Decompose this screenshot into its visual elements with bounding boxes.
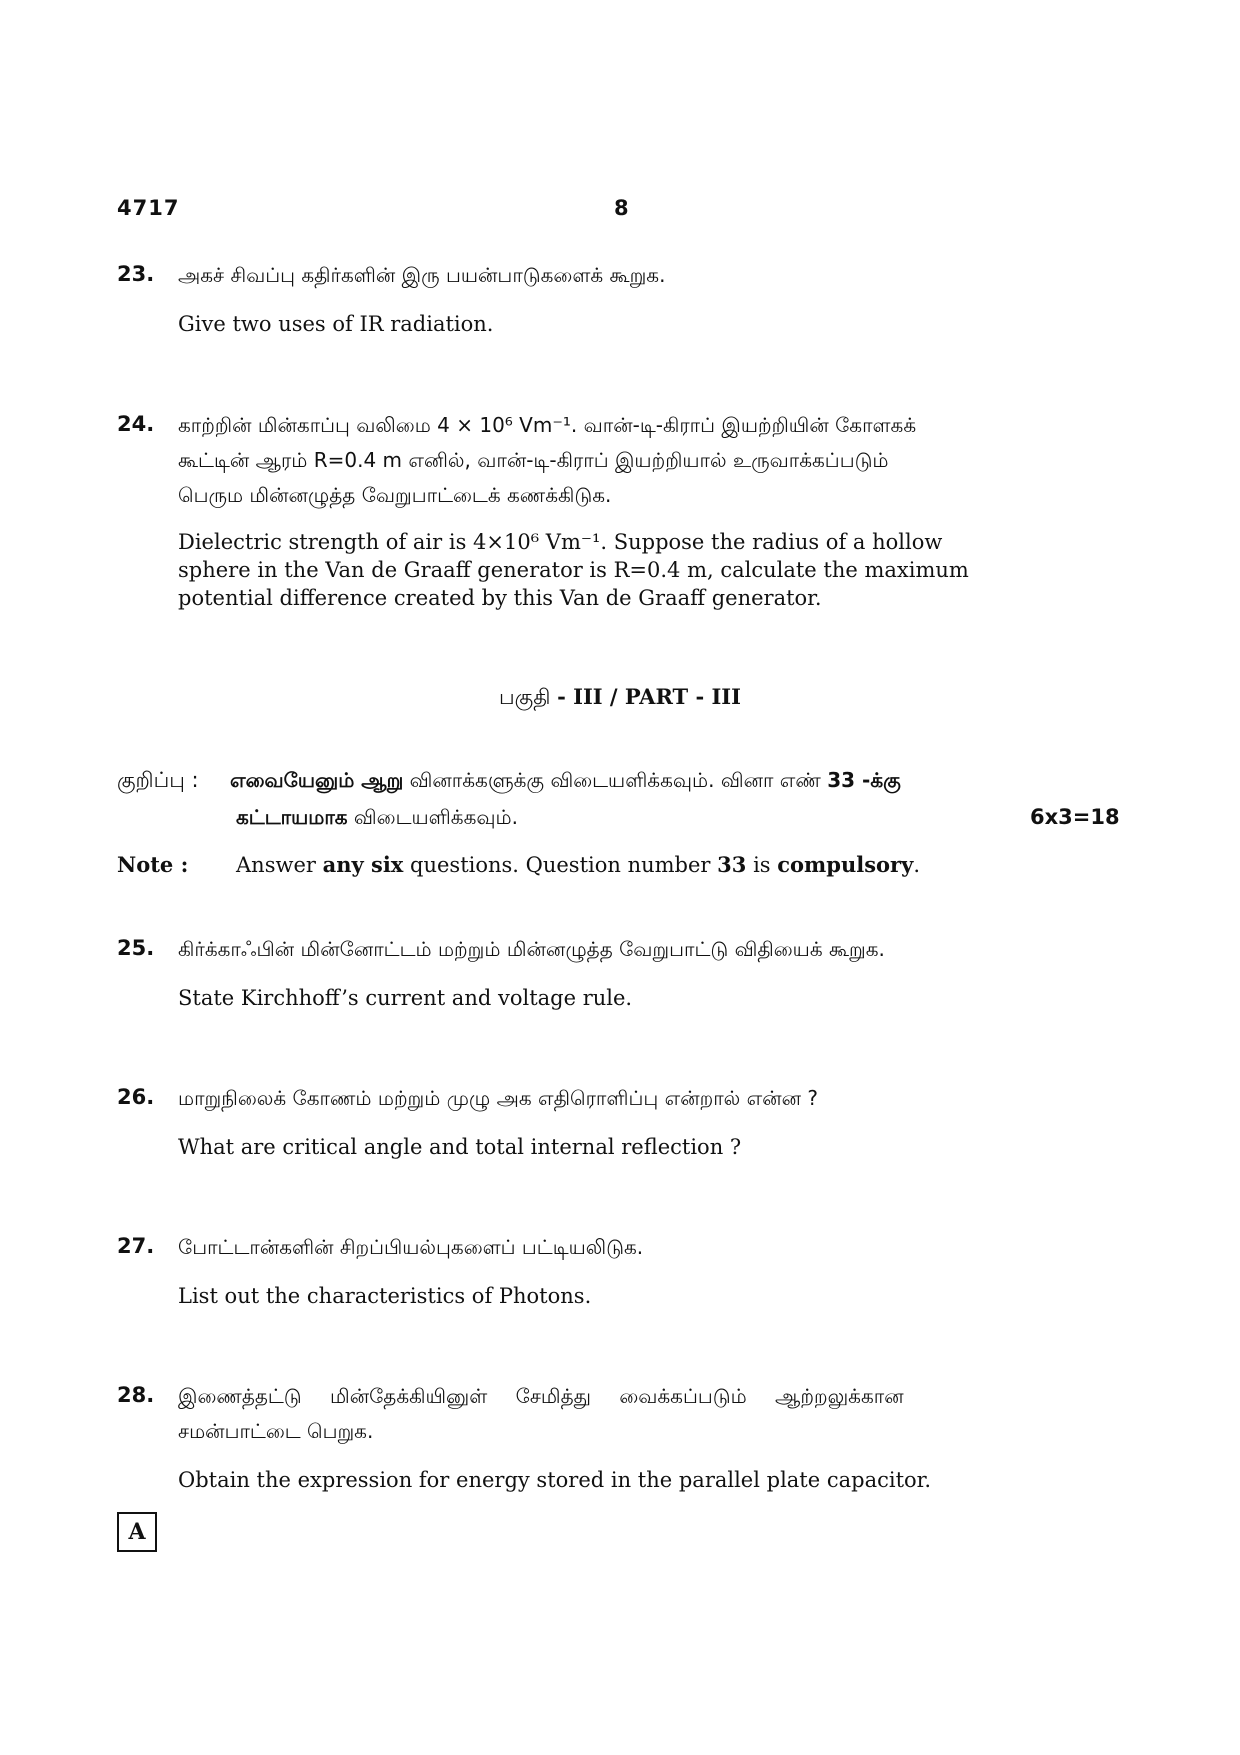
note-tamil-bold: 33 -க்கு: [827, 768, 901, 792]
question-english-line: State Kirchhoff’s current and voltage rule.: [178, 986, 633, 1010]
paper-version-box: A: [117, 1512, 157, 1552]
question-tamil-line: சமன்பாட்டை பெறுக.: [178, 1419, 374, 1443]
note-text: .: [913, 853, 920, 877]
note-english: [236, 852, 920, 877]
page-number: 8: [614, 196, 629, 220]
part-heading-english: - III / PART - III: [557, 684, 741, 709]
note-tamil-text: விடையளிக்கவும்.: [353, 805, 518, 829]
marks-allocation: 6x3=18: [1030, 805, 1120, 829]
part-heading-tamil: பகுதி: [499, 685, 551, 709]
question-number: 25.: [117, 936, 155, 960]
question-number: 23.: [117, 262, 155, 286]
part-heading: [0, 684, 1240, 712]
paper-code: 4717: [117, 196, 180, 220]
question-english-line: potential difference created by this Van de Graaff generator.: [178, 586, 822, 610]
note-text: Answer: [236, 853, 316, 877]
question-tamil-line: கூட்டின் ஆரம் R=0.4 m எனில், வான்-டி-கிராப் இயற்றியால் உருவாக்கப்படும்: [178, 448, 889, 472]
question-tamil-line: மாறுநிலைக் கோணம் மற்றும் முழு அக எதிரொளிப்பு என்றால் என்ன ?: [178, 1086, 818, 1110]
question-tamil-line: அகச் சிவப்பு கதிர்களின் இரு பயன்பாடுகளைக் கூறுக.: [178, 263, 666, 287]
question-english-line: sphere in the Van de Graaff generator is R=0.4 m, calculate the maximum: [178, 558, 969, 582]
note-text: questions. Question number: [410, 853, 711, 877]
question-tamil-line: போட்டான்களின் சிறப்பியல்புகளைப் பட்டியலிடுக.: [178, 1235, 644, 1259]
question-english-line: Dielectric strength of air is 4×10⁶ Vm⁻¹. Suppose the radius of a hollow: [178, 530, 943, 554]
note-tamil-text: வினாக்களுக்கு விடையளிக்கவும். வினா எண்: [409, 768, 821, 792]
question-tamil-line: பெரும மின்னழுத்த வேறுபாட்டைக் கணக்கிடுக.: [178, 483, 612, 507]
question-number: 24.: [117, 412, 155, 436]
question-english-line: List out the characteristics of Photons.: [178, 1284, 592, 1308]
question-english-line: What are critical angle and total internal reflection ?: [178, 1135, 742, 1159]
note-tamil-label: குறிப்பு :: [117, 768, 199, 792]
note-tamil-line1: [230, 768, 1070, 795]
note-bold: compulsory: [777, 852, 914, 877]
question-tamil-line: காற்றின் மின்காப்பு வலிமை 4 × 10⁶ Vm⁻¹. வான்-டி-கிராப் இயற்றியின் கோளகக்: [178, 413, 917, 437]
question-tamil-line: கிர்க்காஃபின் மின்னோட்டம் மற்றும் மின்னழுத்த வேறுபாட்டு விதியைக் கூறுக.: [178, 937, 885, 961]
question-number: 27.: [117, 1234, 155, 1258]
note-tamil-line2: [236, 805, 518, 832]
note-bold: any six: [322, 852, 404, 877]
question-number: 26.: [117, 1085, 155, 1109]
question-english-line: Give two uses of IR radiation.: [178, 312, 494, 336]
question-english-line: Obtain the expression for energy stored in the parallel plate capacitor.: [178, 1468, 932, 1492]
note-tamil-bold: எவையேனும் ஆறு: [230, 768, 404, 792]
question-number: 28.: [117, 1383, 155, 1407]
question-tamil-line: இணைத்தட்டு மின்தேக்கியினுள் சேமித்து வைக்கப்படும் ஆற்றலுக்கான: [178, 1384, 904, 1408]
note-text: is: [753, 853, 771, 877]
note-bold: 33: [717, 852, 747, 877]
note-tamil-bold: கட்டாயமாக: [236, 805, 348, 829]
note-english-label: Note :: [117, 852, 189, 877]
